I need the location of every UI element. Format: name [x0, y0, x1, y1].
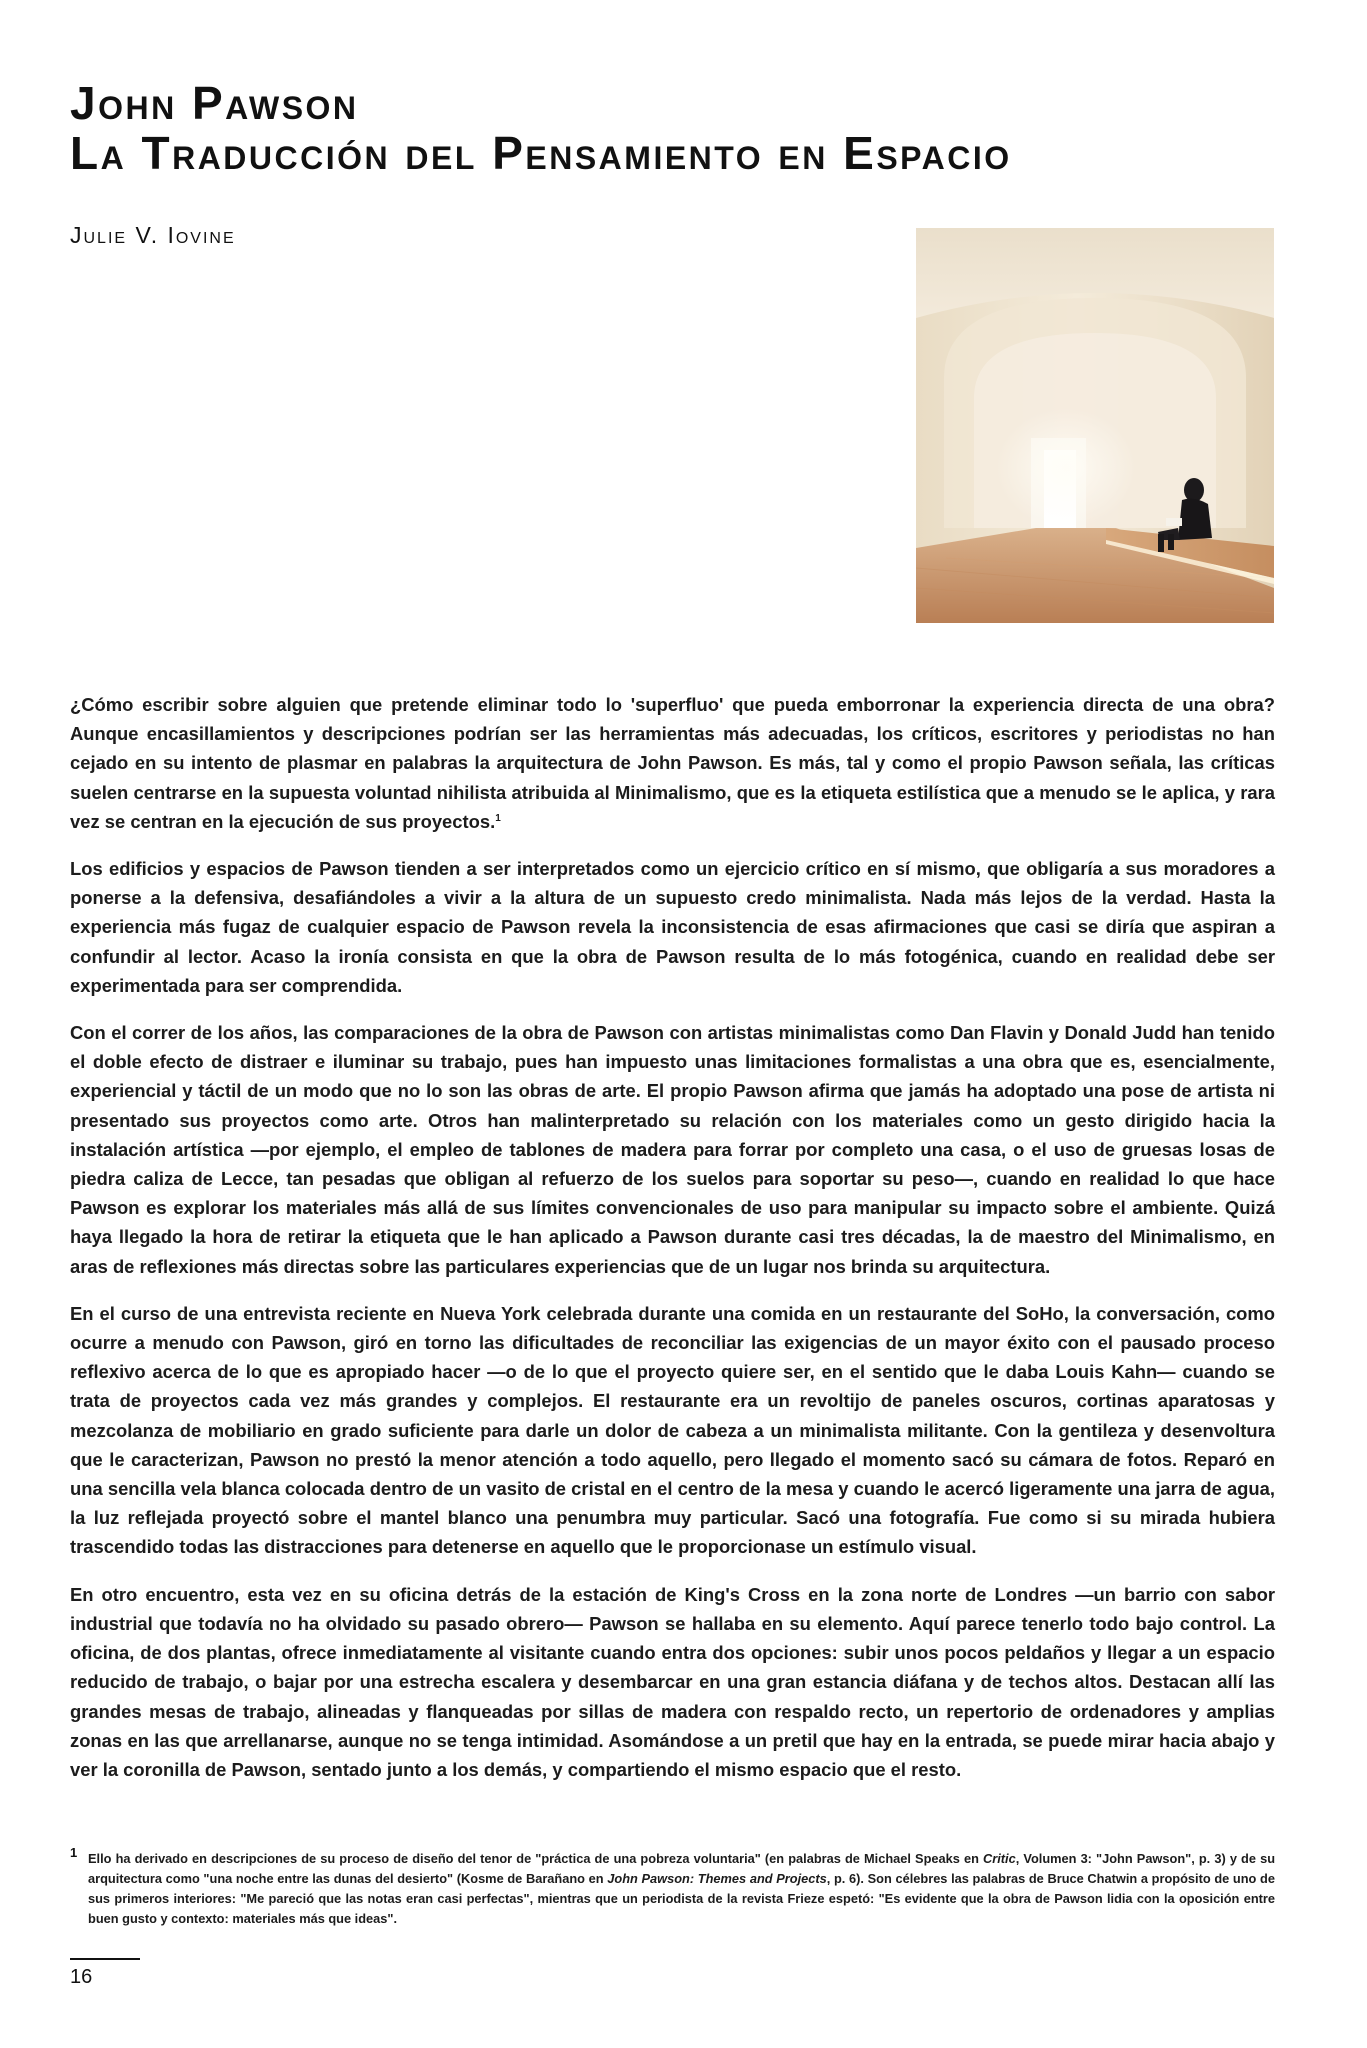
- paragraph-3: Con el correr de los años, las comparaciones de la obra de Pawson con artistas minimalistas como Dan Flavin y Donald Judd han tenido el doble efecto de distraer e iluminar su trabajo, pues han impuesto unas limitaciones formalistas a una obra que es, esencialmente, experiencial y táctil de un modo que no lo son las obras de arte. El propio Pawson afirma que jamás ha adoptado una pose de artista ni presentado sus proyectos como arte. Otros han malinterpretado su relación con los materiales como un gesto dirigido hacia la instalación artística —por ejemplo, el empleo de tablones de madera para forrar por completo una casa, o el uso de gruesas losas de piedra caliza de Lecce, tan pesadas que obligan al refuerzo de los suelos para soportar su peso—, cuando en realidad lo que hace Pawson es explorar los materiales más allá de sus límites convencionales de uso para manipular su impacto sobre el ambiente. Quizá haya llegado la hora de retirar la etiqueta que le han aplicado a Pawson durante casi tres décadas, la de maestro del Minimalismo, en aras de reflexiones más directas sobre las particulares experiencias que de un lugar nos brinda su arquitectura.: [70, 1022, 1275, 1277]
- page-number-rule: [70, 1958, 140, 1960]
- author-byline: Julie V. Iovine: [70, 222, 236, 248]
- footnote-ref-1[interactable]: 1: [495, 812, 501, 824]
- title-line-2: La Traducción del Pensamiento en Espacio: [70, 127, 1012, 179]
- article-body: [70, 690, 1275, 1802]
- footnote-title-critic: Critic: [983, 1851, 1016, 1866]
- paragraph-4: En el curso de una entrevista reciente en Nueva York celebrada durante una comida en un restaurante del SoHo, la conversación, como ocurre a menudo con Pawson, giró en torno las dificultades de reconciliar las exigencias de un mayor éxito con el pausado proceso reflexivo acerca de lo que es apropiado hacer —o de lo que el proyecto quiere ser, en el sentido que le daba Louis Kahn— cuando se trata de proyectos cada vez más grandes y complejos. El restaurante era un revoltijo de paneles oscuros, cortinas aparatosas y mezcolanza de mobiliario en grado suficiente para darle un dolor de cabeza a un minimalista militante. Con la gentileza y desenvoltura que le caracterizan, Pawson no prestó la menor atención a todo aquello, pero llegado el momento sacó su cámara de fotos. Reparó en una sencilla vela blanca colocada dentro de un vasito de cristal en el centro de la mesa y cuando le acercó ligeramente una jarra de agua, la luz reflejada proyectó sobre el mantel blanco una penumbra muy particular. Sacó una fotografía. Fue como si su mirada hubiera trascendido todas las distracciones para detenerse en aquello que le proporcionase un estímulo visual.: [70, 1302, 1275, 1558]
- footnote-text-part-c: , p. 6). Son célebres las palabras de Bruce Chatwin a propósito de uno de sus primeros interiores: "Me pareció que las notas eran casi perfectas", mientras que un periodista de la revista Frieze espetó: "Es evidente que la obra de Pawson lidia con la oposición entre buen gusto y contexto: materiales más que ideas".: [88, 1871, 1275, 1926]
- footnote: [70, 1845, 1276, 1929]
- footnote-text-part-b: , Volumen 3: "John Pawson", p. 3) y de su arquitectura como "una noche entre las dunas del desierto" (Kosme de Barañano en: [88, 1851, 1276, 1886]
- footnote-text-part-a: Ello ha derivado en descripciones de su proceso de diseño del tenor de "práctica de una pobreza voluntaria" (en palabras de Michael Speaks en: [88, 1851, 983, 1866]
- footnote-text: [88, 1849, 1275, 1929]
- interior-corridor-photo: [916, 228, 1274, 623]
- title-line-1: John Pawson: [70, 77, 359, 129]
- paragraph-1: [70, 690, 1275, 836]
- photo-illustration: [916, 228, 1274, 623]
- paragraph-5: En otro encuentro, esta vez en su oficina detrás de la estación de King's Cross en la zona norte de Londres —un barrio con sabor industrial que todavía no ha olvidado su pasado obrero— Pawson se hallaba en su elemento. Aquí parece tenerlo todo bajo control. La oficina, de dos plantas, ofrece inmediatamente al visitante cuando entra dos opciones: subir unos pocos peldaños y llegar a un espacio reducido de trabajo, o bajar por una estrecha escalera y desembarcar en una gran estancia diáfana y de techos altos. Destacan allí las grandes mesas de trabajo, alineadas y flanqueadas por sillas de madera con respaldo recto, un repertorio de ordenadores y amplias zonas en las que arrellanarse, aunque no se tenga intimidad. Asomándose a un pretil que hay en la entrada, se puede mirar hacia abajo y ver la coronilla de Pawson, sentado junto a los demás, y compartiendo el mismo espacio que el resto.: [70, 1583, 1275, 1780]
- paragraph-1-text: ¿Cómo escribir sobre alguien que pretende eliminar todo lo 'superfluo' que pueda emborronar la experiencia directa de una obra? Aunque encasillamientos y descripciones podrían ser las herramientas más adecuadas, los críticos, escritores y periodistas no han cejado en su intento de plasmar en palabras la arquitectura de John Pawson. Es más, tal y como el propio Pawson señala, las críticas suelen centrarse en la supuesta voluntad nihilista atribuida al Minimalismo, que es la etiqueta estilística que a menudo se le aplica, y rara vez se centran en la ejecución de sus proyectos.: [70, 694, 1275, 832]
- article-title: [70, 78, 1270, 178]
- footnote-number: 1: [70, 1845, 78, 1860]
- footnote-title-themes: John Pawson: Themes and Projects: [607, 1871, 827, 1886]
- page-number: 16: [70, 1966, 93, 1988]
- paragraph-2: Los edificios y espacios de Pawson tienden a ser interpretados como un ejercicio crítico en sí mismo, que obligaría a sus moradores a ponerse a la defensiva, desafiándoles a vivir a la altura de un supuesto credo minimalista. Nada más lejos de la verdad. Hasta la experiencia más fugaz de cualquier espacio de Pawson revela la inconsistencia de esas afirmaciones que casi se diría que aspiran a confundir al lector. Acaso la ironía consista en que la obra de Pawson resulta de lo más fotogénica, cuando en realidad debe ser experimentada para ser comprendida.: [70, 858, 1275, 996]
